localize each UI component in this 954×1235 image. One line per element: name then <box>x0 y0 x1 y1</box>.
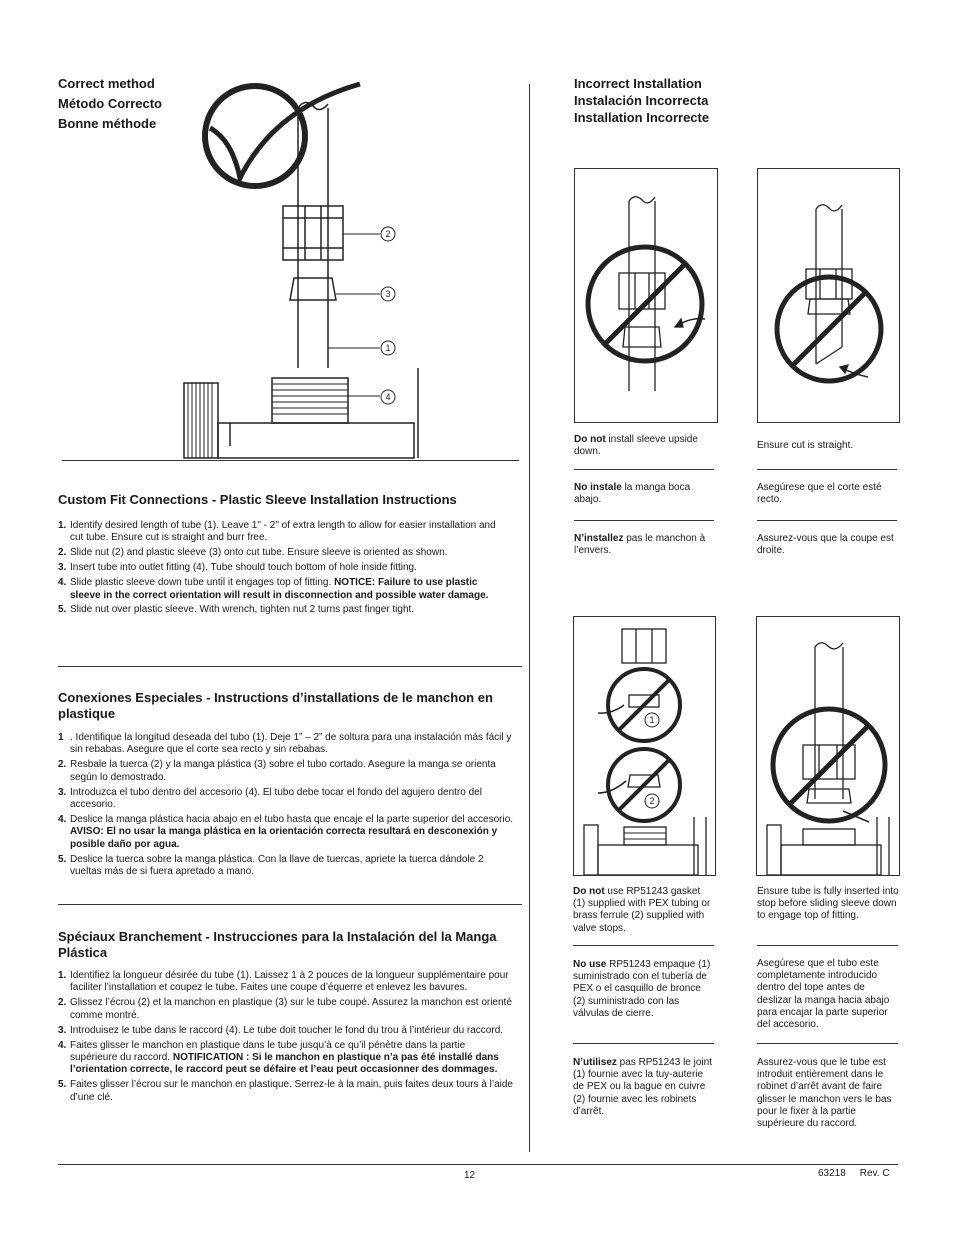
divider <box>58 666 522 667</box>
step-number: 3. <box>58 786 67 798</box>
step-notice: NOTICE: Failure to use plastic sleeve in the correct orientation will result in disconnection and possible water damage. <box>70 577 489 601</box>
caption-en: Do not use RP51243 gasket (1) supplied with PEX tubing or brass ferrule (2) supplied with valve stops. <box>573 886 711 934</box>
panel-gasket-ferrule <box>573 616 716 876</box>
step-number: 4. <box>58 813 67 825</box>
no-slash <box>619 680 669 730</box>
divider <box>757 520 897 521</box>
divider <box>574 520 714 521</box>
step-text: Deslice la tuerca sobre la manga plástica. Con la llave de tuercas, apriete la tuerca dándole 2 vueltas más de si fuera apretado a mano. <box>70 853 484 878</box>
step-text: Identify desired length of tube (1). Leave 1" - 2" of extra length to allow for easier installation and cut tube. Ensure cut is straight and burr free. <box>70 520 496 544</box>
steps-es <box>58 732 514 881</box>
panel-illustration <box>575 169 717 422</box>
step-text: Deslice la manga plástica hacia abajo en el tubo hasta que encaje el la parte superior del accesorio. <box>70 813 514 825</box>
caption-en: Ensure tube is fully inserted into stop before sliding sleeve down to engage top of fitting. <box>757 886 899 922</box>
step-number: 4. <box>58 577 67 589</box>
caption-es: No use RP51243 empaque (1) suministrado con el tubería de PEX o el casquillo de bronce (2) suministrado con las válvulas de cierre. <box>573 959 711 1019</box>
step-number: 5. <box>58 604 67 616</box>
step-item <box>58 787 514 812</box>
divider <box>757 469 897 470</box>
step-number: 1. <box>58 970 67 981</box>
callout-label: 2 <box>649 796 655 806</box>
step-number: 5. <box>58 853 67 865</box>
step-number: 5. <box>58 1079 67 1091</box>
step-number: 2. <box>58 547 67 559</box>
step-text: Glissez l’écrou (2) et la manchon en plastique (3) sur le tube coupé. Assurez la manchon est orienté comme montré. <box>70 997 512 1021</box>
caption-fr: N’utilisez pas RP51243 le joint (1) fournie avec la tuy-auterie de PEX ou la bague en cuivre (2) fournie avec les robinets d’arrêt. <box>573 1057 712 1117</box>
panel-illustration <box>574 617 715 875</box>
no-slash <box>619 760 669 810</box>
divider <box>62 460 519 461</box>
step-number: 3. <box>58 562 67 574</box>
step-text: . Identifique la longitud deseada del tubo (1). Deje 1” – 2” de soltura para una instalación más fácil y sin rebabas. Asegure que el corte sea recto y sin rebabas. <box>70 732 512 756</box>
step-item <box>58 732 514 757</box>
step-item <box>58 1025 514 1037</box>
step-text: Slide nut over plastic sleeve. With wrench, tighten nut 2 turns past finger tight. <box>70 604 415 616</box>
step-number: 3. <box>58 1024 67 1036</box>
step-item <box>58 997 514 1022</box>
correct-method-illustration <box>170 78 430 460</box>
step-notice: NOTIFICATION : Si le manchon en plastique n’a pas été installé dans l’orientation correcte, le raccord peut se défaire et l’eau peut occasionner des dommages. <box>70 1051 499 1076</box>
step-text: Introduisez le tube dans le raccord (4). Le tube doit toucher le fond du trou à l’intérieur du raccord. <box>70 1024 504 1036</box>
step-item <box>58 1079 514 1104</box>
fitting-body <box>218 423 414 458</box>
heading-line: Método Correcto <box>58 96 162 111</box>
divider <box>757 1043 898 1044</box>
step-item <box>58 759 514 784</box>
step-text: Slide plastic sleeve down tube until it engages top of fitting. <box>70 577 335 589</box>
step-item <box>58 562 498 574</box>
panel-tube-not-inserted <box>756 616 900 876</box>
step-text: Slide nut (2) and plastic sleeve (3) onto cut tube. Ensure sleeve is oriented as shown. <box>70 547 448 559</box>
step-number: 4. <box>58 1039 67 1051</box>
step-item <box>58 520 498 545</box>
heading-line: Installation Incorrecte <box>574 110 710 125</box>
steps-fr <box>58 970 514 1107</box>
section-title-en: Custom Fit Connections - Plastic Sleeve Installation Instructions <box>58 492 457 507</box>
step-item <box>58 970 514 995</box>
section-title-es: Conexiones Especiales - Instructions d’installations de le manchon en plastique <box>58 690 493 721</box>
panel-cut-not-straight <box>757 168 900 423</box>
steps-en <box>58 520 498 619</box>
no-slash <box>789 725 869 805</box>
page-number: 12 <box>464 1170 476 1181</box>
step-item <box>58 1040 514 1077</box>
callout-label: 1 <box>385 343 391 353</box>
heading-line: Bonne méthode <box>58 116 157 131</box>
divider <box>574 469 714 470</box>
panel-illustration <box>758 169 899 422</box>
divider <box>573 945 714 946</box>
caption-es: Asegúrese que el tubo este completamente introducido dentro del tope antes de deslizar la manga hacia abajo para encajar la parte superior del accesorio. <box>757 958 890 1031</box>
callout-label: 1 <box>649 715 655 725</box>
caption-fr: Assurez-vous que le tube est introduit entièrement dans le robinet d’arrêt avant de faire glisser le manchon vers le bas pour le fixer à la partie supérieure du raccord. <box>757 1057 892 1130</box>
step-number: 2. <box>58 997 67 1009</box>
caption-fr: N’installez pas le manchon à l’envers. <box>574 533 706 557</box>
fitting-knurl <box>184 383 218 458</box>
step-text: Identifiez la longueur désirée du tube (1). Laissez 1 à 2 pouces de la longueur supplémentaire pour faciliter l’installation et coupez le tube. Faites une coupe d’équerre et enlevez les bavures. <box>70 970 509 994</box>
step-item <box>58 547 498 559</box>
step-notice: AVISO: El no usar la manga plástica en la orientación correcta resultará en desconexión y posible daño por agua. <box>70 826 498 850</box>
incorrect-installation-heading <box>574 75 709 126</box>
caption-fr: Assurez-vous que la coupe est droite. <box>757 533 894 557</box>
footer-rule <box>58 1164 898 1165</box>
section-title-fr: Spéciaux Branchement - Instrucciones para la Instalación del la Manga Plástica <box>58 929 497 960</box>
outlet-fitting <box>272 378 348 423</box>
revision: Rev. C <box>859 1168 890 1179</box>
arrow-icon <box>598 705 624 713</box>
divider <box>573 1043 714 1044</box>
document-number <box>818 1168 890 1179</box>
panel-illustration <box>757 617 899 875</box>
callout-label: 3 <box>385 289 391 299</box>
nut <box>283 206 343 260</box>
step-item <box>58 604 498 616</box>
heading-line: Incorrect Installation <box>574 76 702 91</box>
heading-line: Instalación Incorrecta <box>574 93 709 108</box>
step-item <box>58 577 498 602</box>
step-text: Introduzca el tubo dentro del accesorio (4). El tubo debe tocar el fondo del agujero dentro del accesorio. <box>70 786 482 811</box>
panel-sleeve-upside-down <box>574 168 718 423</box>
step-number: 1. <box>58 520 67 531</box>
step-text: Resbale la tuerca (2) y la manga plástica (3) sobre el tubo cortado. Asegure la manga se orienta según lo demostrado. <box>70 759 496 783</box>
step-text: Insert tube into outlet fitting (4). Tube should touch bottom of hole inside fitting. <box>70 562 417 574</box>
step-number: 2. <box>58 759 67 771</box>
heading-line: Correct method <box>58 76 155 91</box>
step-number: 1 <box>58 732 64 743</box>
step-item <box>58 814 514 851</box>
column-divider <box>529 84 530 1152</box>
correct-method-heading <box>58 74 162 134</box>
plastic-sleeve <box>290 278 336 300</box>
callout-label: 2 <box>385 229 391 239</box>
caption-es: Asegúrese que el corte esté recto. <box>757 482 882 506</box>
divider <box>757 945 898 946</box>
divider <box>58 904 522 905</box>
step-text: Faites glisser le manchon en plastique dans le tube jusqu’à ce qu’il pénètre dans la partie supérieure du raccord. <box>70 1039 466 1063</box>
callout-label: 4 <box>385 392 391 402</box>
caption-en: Ensure cut is straight. <box>757 440 854 451</box>
arrow-icon <box>598 781 626 793</box>
step-text: Faites glisser l’écrou sur le manchon en plastique. Serrez-le à la main, puis faites deux tours à l’aide d’une clé. <box>70 1079 513 1103</box>
caption-es: No instale la manga boca abajo. <box>574 482 691 506</box>
caption-en: Do not install sleeve upside down. <box>574 434 698 458</box>
step-item <box>58 854 514 879</box>
no-slash <box>605 264 685 344</box>
doc-id: 63218 <box>818 1168 846 1179</box>
